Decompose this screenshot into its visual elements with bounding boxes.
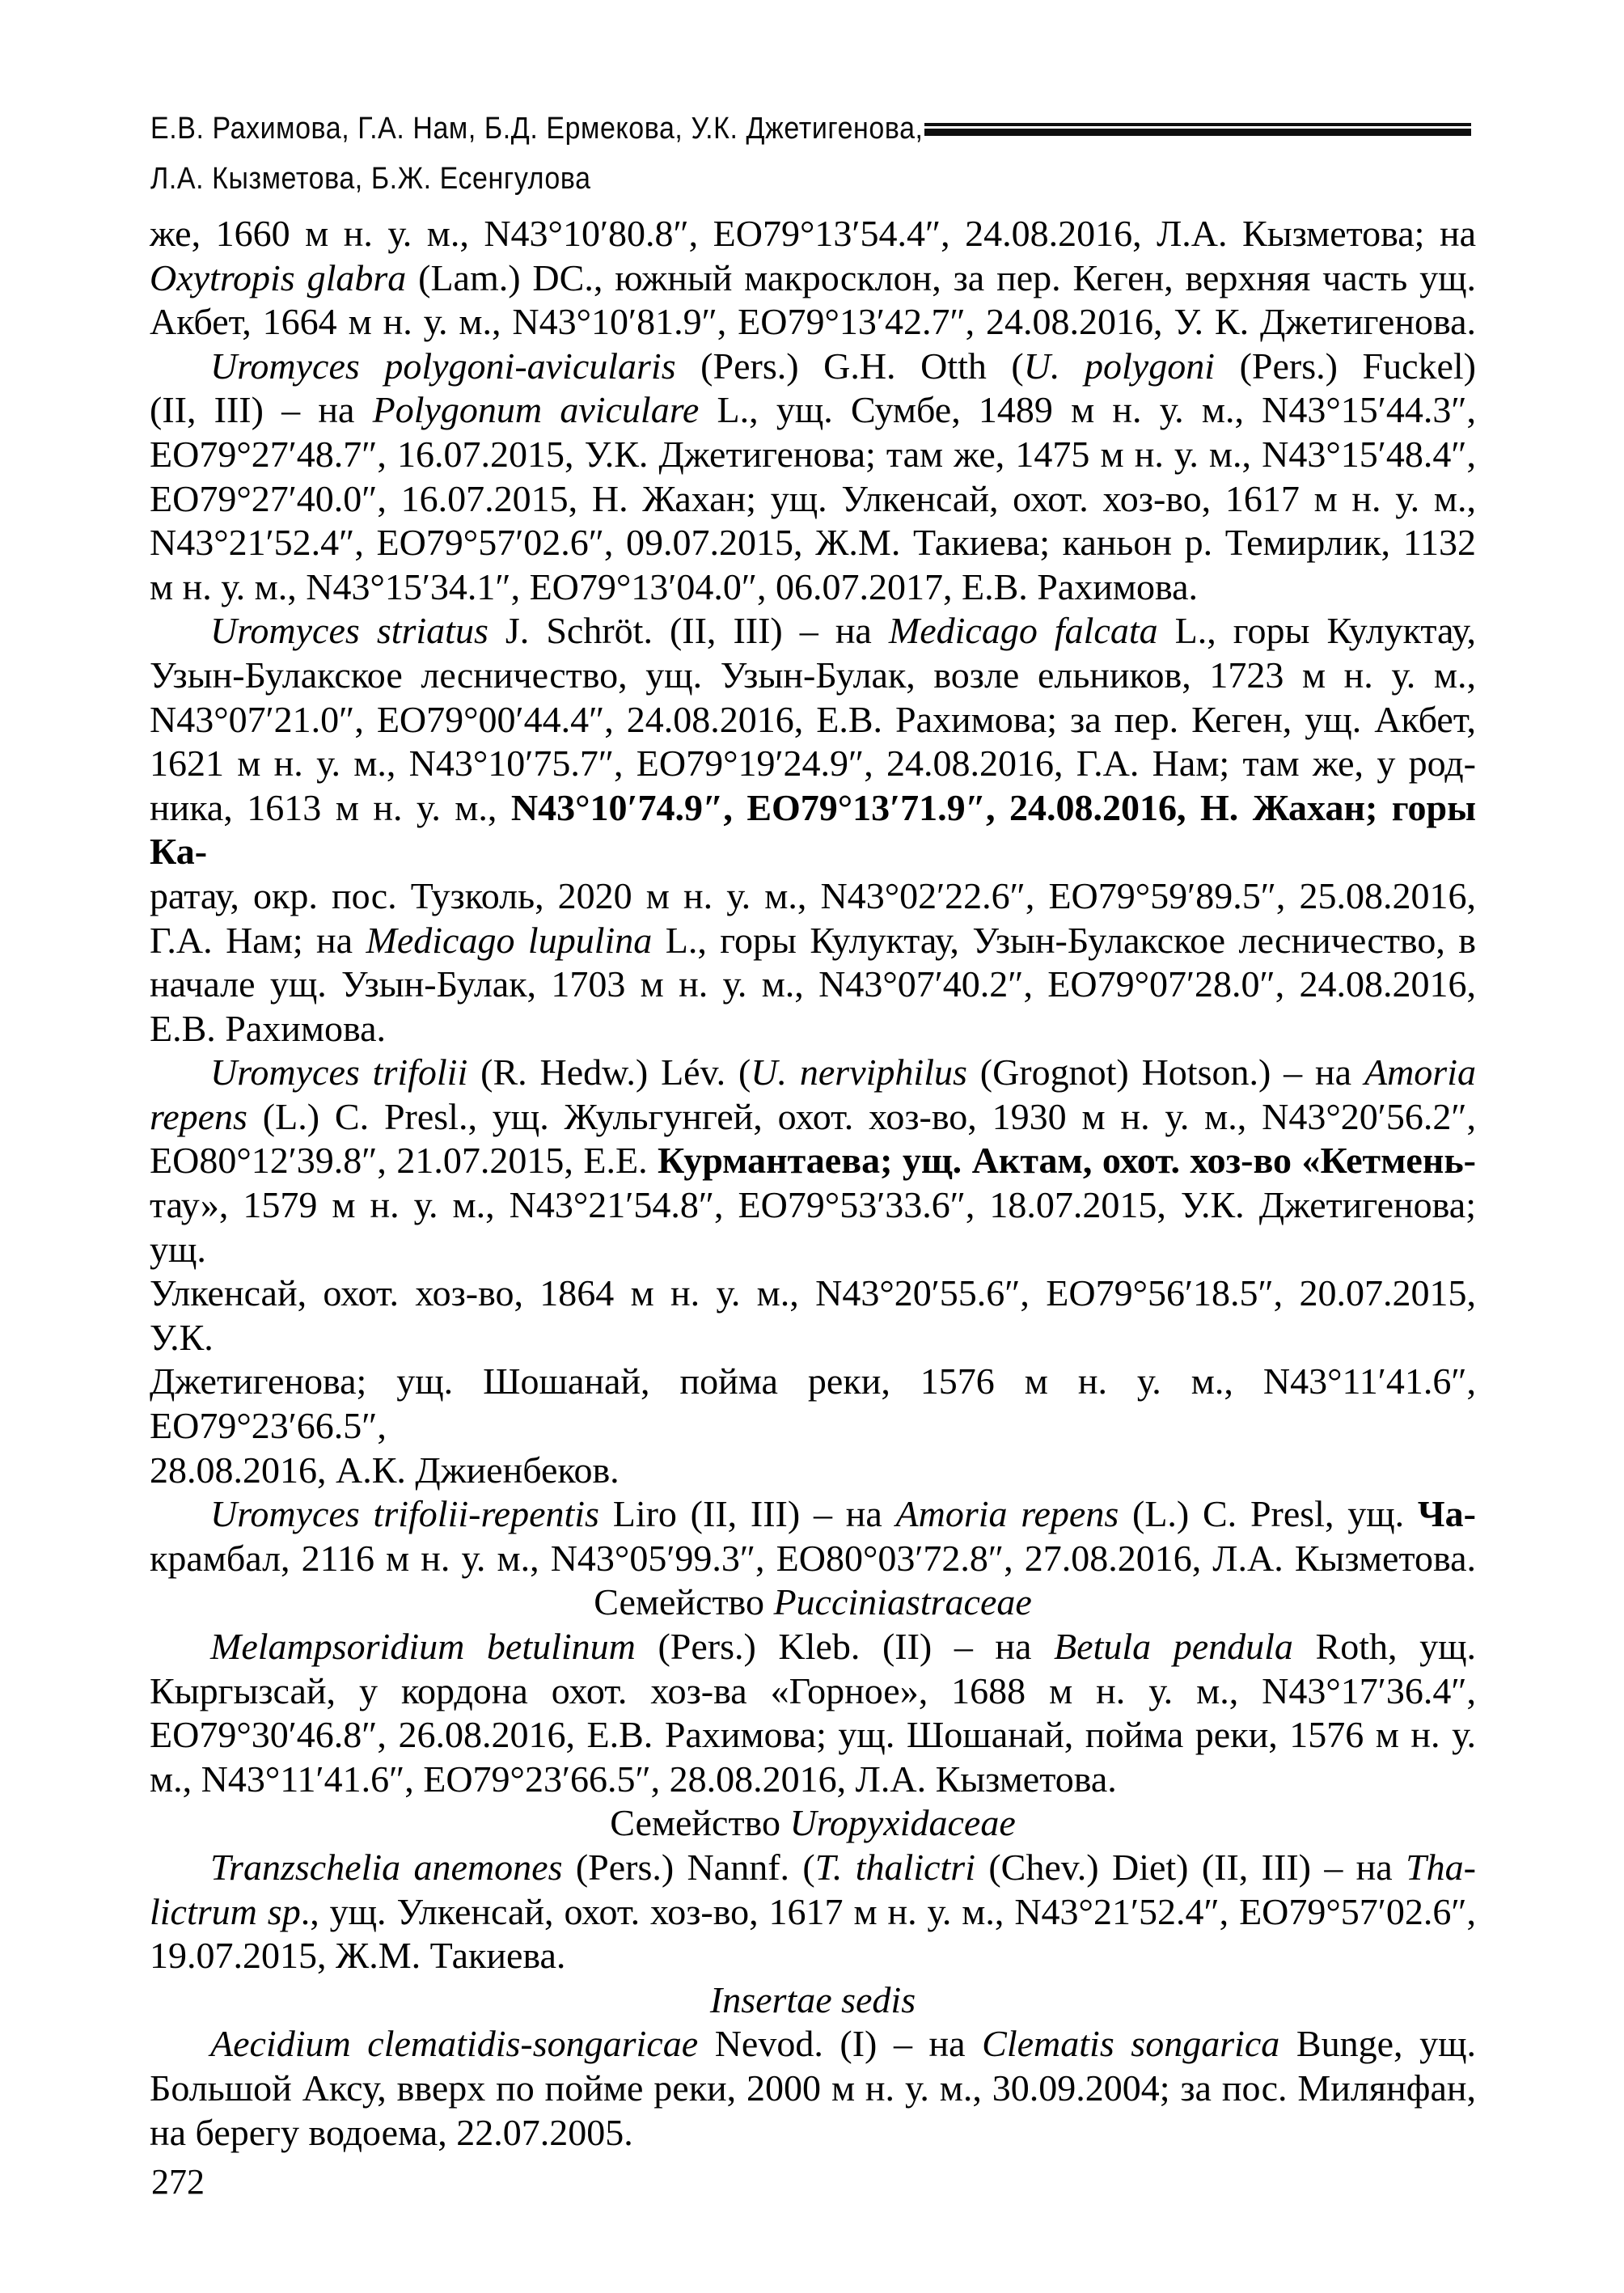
italic-text-run: Amoria xyxy=(1364,1051,1476,1094)
text-line xyxy=(150,1537,1476,1581)
italic-text-run: Amoria repens xyxy=(895,1493,1119,1535)
italic-text-run: Medicago lupulina xyxy=(366,919,653,961)
text-run: ЕО79°30′46.8″, 26.08.2016, Е.В. Рахимова; ущ. Шошанай, пойма реки, 1576 м н. у. xyxy=(150,1714,1476,1756)
text-run: J. Schröt. (II, III) – на xyxy=(488,610,889,652)
text-run: Bunge, ущ. xyxy=(1279,2023,1476,2065)
text-run: ратау, окр. пос. Тузколь, 2020 м н. у. м., N43°02′22.6″, ЕО79°59′89.5″, 25.08.2016, xyxy=(150,874,1476,916)
italic-text-run: Tranzschelia anemones xyxy=(210,1846,563,1888)
italic-text-run: Uromyces trifolii-repentis xyxy=(210,1493,599,1535)
text-line xyxy=(150,786,1476,874)
text-line xyxy=(150,1360,1476,1448)
text-run: (Pers.) Nannf. ( xyxy=(562,1846,815,1888)
italic-text-run: Uromyces polygoni-avicularis xyxy=(210,345,676,387)
text-line xyxy=(150,433,1476,477)
text-run: ника, 1613 м н. у. м., xyxy=(150,786,511,828)
text-run: ЕО80°12′39.8″, 21.07.2015, Е.Е. xyxy=(150,1140,658,1182)
text-run: ., ущ. Улкенсай, охот. хоз-во, 1617 м н. у. м., N43°21′52.4″, ЕО79°57′02.6″, xyxy=(300,1890,1477,1932)
bold-text-run: Курмантаева; ущ. Актам, охот. хоз-во «Кетмень- xyxy=(658,1140,1476,1182)
text-block xyxy=(150,212,1476,2155)
text-run: Улкенсай, охот. хоз-во, 1864 м н. у. м., N43°20′55.6″, ЕО79°56′18.5″, 20.07.2015, У.К. xyxy=(150,1272,1476,1358)
italic-text-run: U. nerviphilus xyxy=(751,1051,967,1094)
text-line xyxy=(150,874,1476,919)
text-line xyxy=(150,521,1476,565)
text-run: L., горы Кулуктау, Узын-Булакское лесничество, в xyxy=(652,919,1477,961)
text-run: ЕО79°27′40.0″, 16.07.2015, Н. Жахан; ущ. Улкенсай, охот. хоз-во, 1617 м н. у. м., xyxy=(150,477,1476,519)
italic-text-run: U. polygoni xyxy=(1023,345,1216,387)
text-run: Кыргызсай, у кордона охот. хоз-ва «Горное», 1688 м н. у. м., N43°17′36.4″, xyxy=(150,1669,1476,1711)
text-run: 1621 м н. у. м., N43°10′75.7″, ЕО79°19′24.9″, 24.08.2016, Г.А. Нам; там же, у род- xyxy=(150,742,1476,785)
text-line xyxy=(150,1890,1476,1935)
italic-text-run: Uromyces trifolii xyxy=(210,1051,468,1094)
bold-text-run: N43°10′74.9″, ЕО79°13′71.9″, 24.08.2016, Н. Жахан; горы Ка- xyxy=(150,786,1476,873)
paragraph xyxy=(150,1051,1476,1492)
paragraph xyxy=(150,1492,1476,1580)
text-line xyxy=(150,1051,1476,1095)
text-line xyxy=(150,388,1476,433)
paragraph xyxy=(150,345,1476,610)
text-run: L., горы Кулуктау, xyxy=(1157,610,1476,652)
header-rule xyxy=(924,123,1471,136)
text-line xyxy=(150,1492,1476,1537)
text-line xyxy=(150,1183,1476,1271)
italic-text-run: Insertae sedis xyxy=(709,1978,916,2020)
text-run: Roth, ущ. xyxy=(1292,1626,1476,1667)
text-line xyxy=(150,345,1476,389)
text-line xyxy=(150,962,1476,1007)
text-run: (Chev.) Diet) (II, III) – на xyxy=(975,1846,1406,1888)
text-line xyxy=(150,2111,1476,2156)
text-run: Акбет, 1664 м н. у. м., N43°10′81.9″, ЕО79°13′42.7″, 24.08.2016, У. К. Джетигенова. xyxy=(150,301,1476,343)
bold-text-run: Ча- xyxy=(1417,1493,1476,1535)
text-line xyxy=(150,609,1476,654)
italic-text-run: Tha- xyxy=(1406,1846,1476,1888)
text-line xyxy=(150,1007,1476,1051)
text-line xyxy=(150,565,1476,610)
section-heading xyxy=(150,1801,1476,1846)
header-rule-thin-line xyxy=(924,123,1471,126)
text-run: 19.07.2015, Ж.М. Такиева. xyxy=(150,1935,566,1977)
text-line xyxy=(150,1625,1476,1669)
paragraph xyxy=(150,1846,1476,1978)
header-authors xyxy=(150,104,924,203)
text-line xyxy=(150,698,1476,742)
text-run: (L.) C. Presl, ущ. xyxy=(1119,1493,1418,1535)
text-run: Большой Аксу, вверх по пойме реки, 2000 м н. у. м., 30.09.2004; за пос. Милянфан, xyxy=(150,2067,1476,2109)
italic-text-run: lictrum sp xyxy=(150,1890,301,1932)
text-line xyxy=(150,1934,1476,1978)
heading-line xyxy=(150,1978,1476,2023)
section-heading xyxy=(150,1580,1476,1625)
text-line xyxy=(150,256,1476,301)
text-run: (Pers.) Kleb. (II) – на xyxy=(635,1626,1055,1667)
paragraph xyxy=(150,1625,1476,1801)
text-run: Е.В. Рахимова. xyxy=(150,1007,387,1049)
heading-line xyxy=(150,1580,1476,1625)
page-number: 272 xyxy=(151,2162,205,2202)
text-run: Джетигенова; ущ. Шошанай, пойма реки, 1576 м н. у. м., N43°11′41.6″, ЕО79°23′66.5″, xyxy=(150,1360,1476,1447)
text-line xyxy=(150,2022,1476,2067)
heading-line xyxy=(150,1801,1476,1846)
header-authors-line2: Л.А. Кызметова, Б.Ж. Есенгулова xyxy=(150,161,591,196)
paragraph xyxy=(150,609,1476,1051)
italic-text-run: Melampsoridium betulinum xyxy=(210,1626,636,1667)
text-run: (Lam.) DC., южный макросклон, за пер. Кеген, верхняя часть ущ. xyxy=(406,256,1476,298)
italic-text-run: Polygonum aviculare xyxy=(372,389,700,431)
text-run: же, 1660 м н. у. м., N43°10′80.8″, ЕО79°13′54.4″, 24.08.2016, Л.А. Кызметова; на xyxy=(150,213,1476,254)
text-run: (Grognot) Hotson.) – на xyxy=(966,1051,1364,1094)
text-run: крамбал, 2116 м н. у. м., N43°05′99.3″, ЕО80°03′72.8″, 27.08.2016, Л.А. Кызметова. xyxy=(150,1537,1476,1579)
text-line xyxy=(150,654,1476,698)
text-run: (Pers.) Fuckel) xyxy=(1215,345,1477,387)
text-line xyxy=(150,742,1476,786)
text-line xyxy=(150,1095,1476,1140)
section-heading xyxy=(150,1978,1476,2023)
italic-text-run: T. thalictri xyxy=(814,1846,975,1888)
text-run: Nevod. (I) – на xyxy=(698,2023,983,2065)
text-run: Узын-Булакское лесничество, ущ. Узын-Булак, возле ельников, 1723 м н. у. м., xyxy=(150,654,1476,696)
italic-text-run: Clematis songarica xyxy=(982,2023,1280,2065)
header-authors-line1: Е.В. Рахимова, Г.А. Нам, Б.Д. Ермекова, У.К. Джетигенова, xyxy=(150,111,924,146)
text-run: (R. Hedw.) Lév. ( xyxy=(467,1051,751,1094)
italic-text-run: Uromyces striatus xyxy=(210,610,488,652)
text-run: (L.) C. Presl., ущ. Жульгунгей, охот. хоз-во, 1930 м н. у. м., N43°20′56.2″, xyxy=(247,1095,1476,1137)
text-run: L., ущ. Сумбе, 1489 м н. у. м., N43°15′44.3″, xyxy=(699,389,1477,431)
text-line xyxy=(150,1713,1476,1758)
text-run: Семейство xyxy=(594,1581,774,1623)
text-run: N43°07′21.0″, ЕО79°00′44.4″, 24.08.2016, Е.В. Рахимова; за пер. Кеген, ущ. Акбет, xyxy=(150,698,1476,740)
italic-text-run: Betula pendula xyxy=(1054,1626,1293,1667)
text-line xyxy=(150,1846,1476,1890)
text-run: тау», 1579 м н. у. м., N43°21′54.8″, ЕО79°53′33.6″, 18.07.2015, У.К. Джетигенова; ущ. xyxy=(150,1184,1476,1270)
text-run: 28.08.2016, А.К. Джиенбеков. xyxy=(150,1449,620,1491)
text-run: (Pers.) G.H. Otth ( xyxy=(675,345,1024,387)
paragraph xyxy=(150,2022,1476,2155)
text-run: (II, III) – на xyxy=(150,389,373,431)
text-line xyxy=(150,2067,1476,2111)
paragraph xyxy=(150,212,1476,345)
text-line xyxy=(150,1139,1476,1183)
italic-text-run: Oxytropis glabra xyxy=(150,256,407,298)
text-line xyxy=(150,300,1476,345)
text-line xyxy=(150,919,1476,963)
text-line xyxy=(150,477,1476,522)
text-run: N43°21′52.4″, ЕО79°57′02.6″, 09.07.2015, Ж.М. Такиева; каньон р. Темирлик, 1132 xyxy=(150,522,1476,564)
text-line xyxy=(150,1758,1476,1802)
italic-text-run: Aecidium clematidis-songaricae xyxy=(210,2023,699,2065)
italic-text-run: repens xyxy=(150,1095,247,1137)
text-line xyxy=(150,212,1476,256)
header-rule-thick-line xyxy=(924,129,1471,136)
text-line xyxy=(150,1669,1476,1714)
text-run: начале ущ. Узын-Булак, 1703 м н. у. м., N43°07′40.2″, ЕО79°07′28.0″, 24.08.2016, xyxy=(150,963,1476,1005)
italic-text-run: Uropyxidaceae xyxy=(789,1802,1016,1844)
text-run: м., N43°11′41.6″, ЕО79°23′66.5″, 28.08.2016, Л.А. Кызметова. xyxy=(150,1758,1117,1800)
italic-text-run: Pucciniastraceae xyxy=(773,1581,1032,1623)
text-run: м н. у. м., N43°15′34.1″, ЕО79°13′04.0″, 06.07.2017, Е.В. Рахимова. xyxy=(150,565,1199,607)
text-run: ЕО79°27′48.7″, 16.07.2015, У.К. Джетигенова; там же, 1475 м н. у. м., N43°15′48.4″, xyxy=(150,433,1476,475)
text-line xyxy=(150,1449,1476,1493)
italic-text-run: Medicago falcata xyxy=(888,610,1158,652)
text-run: Liro (II, III) – на xyxy=(598,1493,896,1535)
text-run: на берегу водоема, 22.07.2005. xyxy=(150,2111,633,2153)
text-run: Семейство xyxy=(610,1802,790,1844)
text-run: Г.А. Нам; на xyxy=(150,919,366,961)
text-line xyxy=(150,1271,1476,1360)
